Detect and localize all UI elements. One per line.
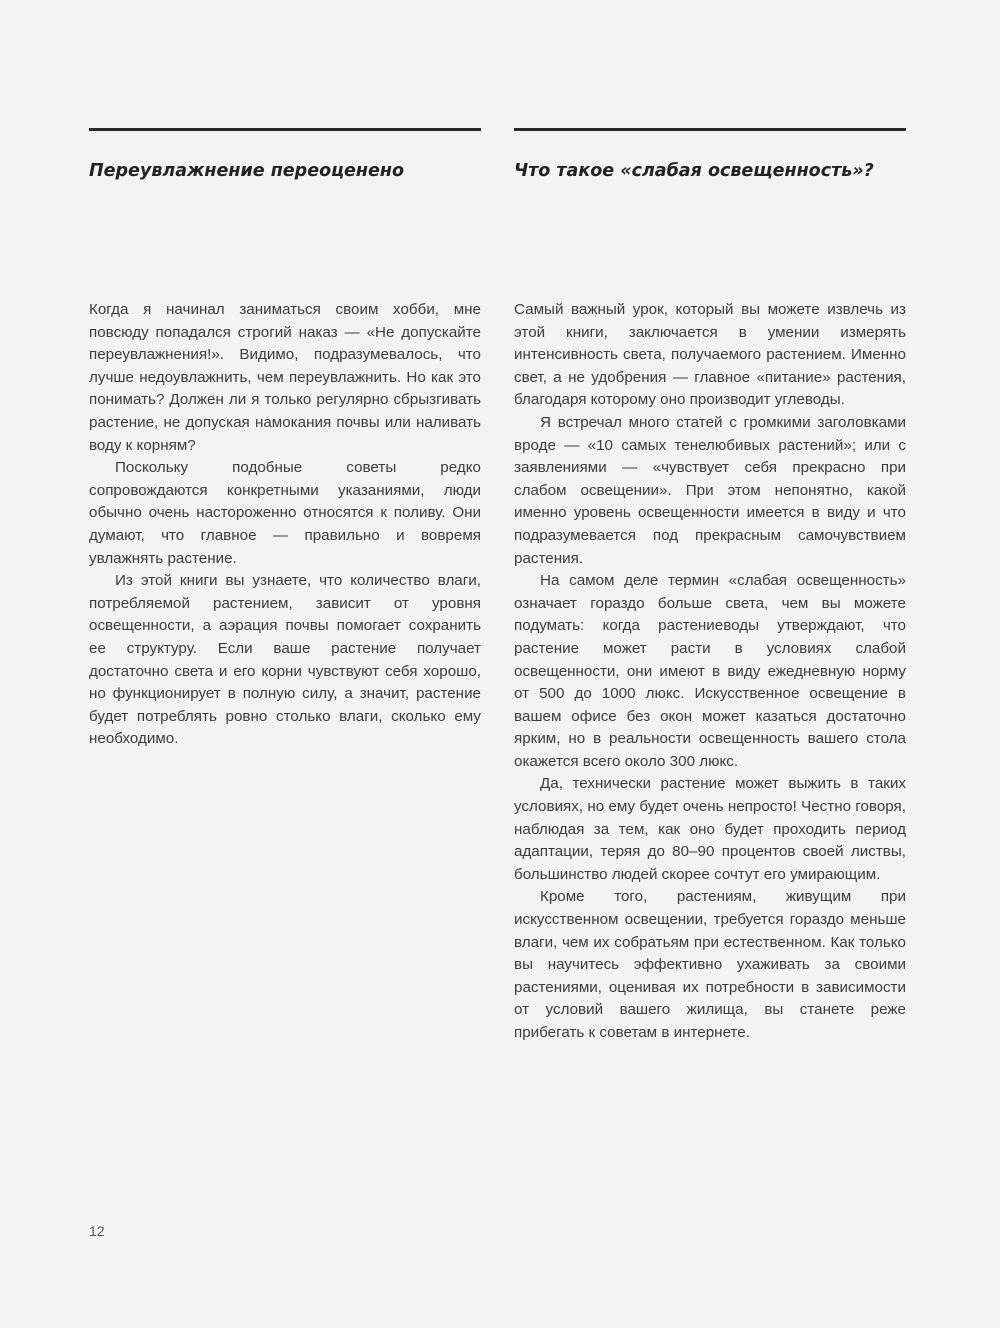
paragraph: Когда я начинал заниматься своим хобби, мне повсюду попадался строгий наказ — «Не допускайте переувлажнения!». Видимо, подразумевалось, что лучше недоувлажнить, чем переувлажнить. Но как это понимать? Должен ли я только регулярно сбрызгивать растение, не допуская намокания почвы или наливать воду к корням? (89, 301, 481, 454)
page-number: 12 (89, 1223, 105, 1239)
left-column (89, 128, 481, 748)
section-heading: Что такое «слабая освещенность»? (514, 161, 874, 181)
paragraph: На самом деле термин «слабая освещенность» означает гораздо больше света, чем вы можете подумать: когда растениеводы утверждают, что растение может расти в условиях слабой освещенности, они имеют в виду ежедневную норму от 500 до 1000 люкс. Искусственное освещение в вашем офисе без окон может казаться достаточно ярким, но в реальности освещенность вашего стола окажется всего около 300 люкс. (514, 572, 906, 770)
right-column (514, 128, 906, 1041)
section-body (514, 299, 906, 1045)
paragraph: Я встречал много статей с громкими заголовками вроде — «10 самых тенелюбивых растений»; или с заявлениями — «чувствует себя прекрасно при слабом освещении». При этом непонятно, какой именно уровень освещенности имеется в виду и что подразумевается под прекрасным самочувствием растения. (514, 413, 906, 567)
paragraph: Кроме того, растениям, живущим при искусственном освещении, требуется гораздо меньше влаги, чем их собратьям при естественном. Как только вы научитесь эффективно ухаживать за своими растениями, оценивая их потребности в зависимости от условий вашего жилища, вы станете реже прибегать к советам в интернете. (514, 888, 906, 1041)
section-body (89, 299, 481, 751)
paragraph: Самый важный урок, который вы можете извлечь из этой книги, заключается в умении измерять интенсивность света, получаемого растением. Именно свет, а не удобрения — главное «питание» растения, благодаря которому оно производит углеводы. (514, 301, 906, 409)
top-rule (514, 128, 906, 131)
top-rule (89, 128, 481, 131)
paragraph: Да, технически растение может выжить в таких условиях, но ему будет очень непросто! Честно говоря, наблюдая за тем, как оно будет проходить период адаптации, теряя до 80–90 процентов своей листвы, большинство людей скорее сочтут его умирающим. (514, 775, 906, 883)
paragraph: Из этой книги вы узнаете, что количество влаги, потребляемой растением, зависит от уровня освещенности, а аэрация почвы помогает сохранить ее структуру. Если ваше растение получает достаточно света и его корни чувствуют себя хорошо, но функционирует в полную силу, а значит, растение будет потреблять ровно столько влаги, сколько ему необходимо. (89, 572, 481, 748)
paragraph: Поскольку подобные советы редко сопровождаются конкретными указаниями, люди обычно очень настороженно относятся к поливу. Они думают, что главное — правильно и вовремя увлажнять растение. (89, 459, 481, 567)
section-heading: Переувлажнение переоценено (89, 161, 404, 181)
